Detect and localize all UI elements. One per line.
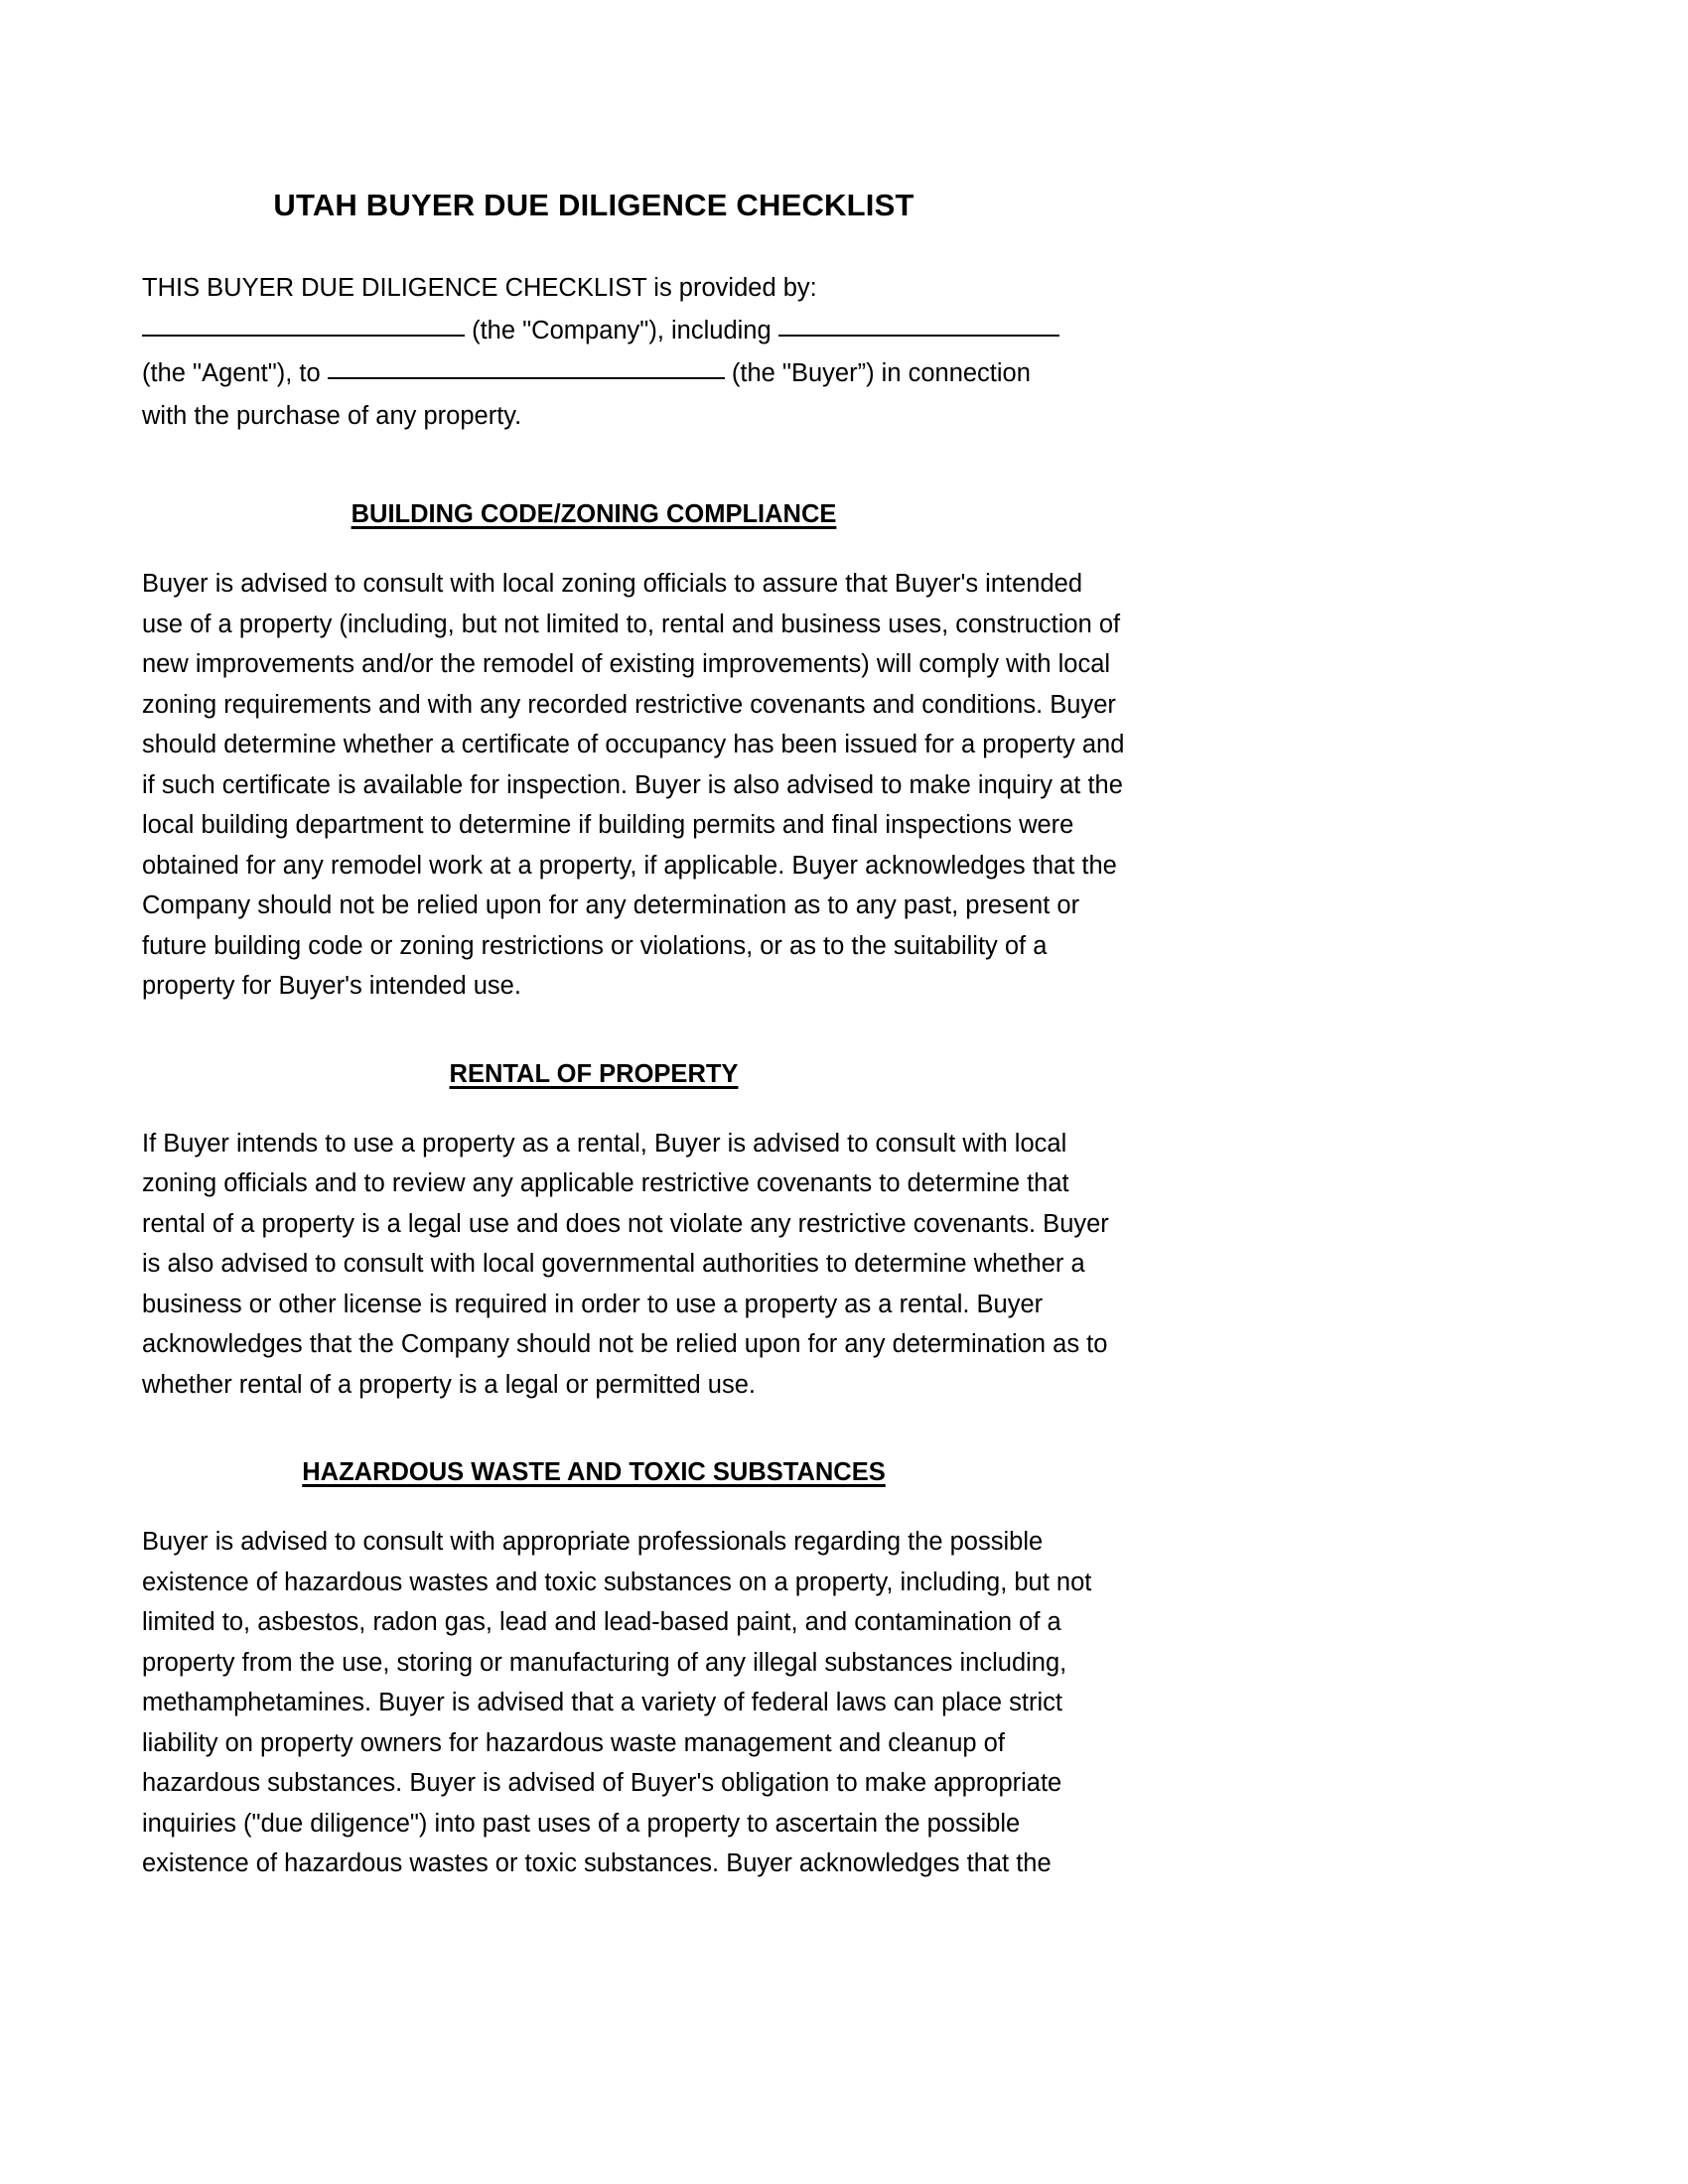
intro-line-3-end-text: (the "Buyer”) in connection: [731, 359, 1031, 388]
paragraph-line: existence of hazardous wastes and toxic substances on a property, including, but not: [142, 1568, 1092, 1596]
paragraph-line: methamphetamines. Buyer is advised that a variety of federal laws can place strict: [142, 1689, 1062, 1717]
paragraph-line: If Buyer intends to use a property as a rental, Buyer is advised to consult with local: [142, 1129, 1067, 1158]
document-content: [142, 0, 1125, 1884]
paragraph-line: future building code or zoning restrictions or violations, or as to the suitability of a: [142, 931, 1048, 960]
section-body-hazardous-waste-and-toxic-substances: [142, 1493, 1092, 1884]
paragraph-line: rental of a property is a legal use and does not violate any restrictive covenants. Buyer: [142, 1209, 1109, 1238]
intro-line-4: [142, 395, 1046, 438]
paragraph-line: existence of hazardous wastes or toxic substances. Buyer acknowledges that the: [142, 1849, 1052, 1878]
intro-line-4-text: with the purchase of any property.: [142, 402, 522, 431]
paragraph-line: Company should not be relied upon for any determination as to any past, present or: [142, 891, 1080, 920]
paragraph-line: local building department to determine if building permits and final inspections were: [142, 811, 1074, 840]
buyer-name-blank[interactable]: [328, 355, 725, 379]
paragraph-line: new improvements and/or the remodel of existing improvements) will comply with local: [142, 650, 1111, 679]
section-body-building-code-zoning-compliance: [142, 535, 1125, 1007]
paragraph-line: property from the use, storing or manufacturing of any illegal substances including,: [142, 1648, 1067, 1677]
paragraph-line: use of a property (including, but not limited to, rental and business uses, construction of: [142, 610, 1121, 638]
paragraph-line: business or other license is required in order to use a property as a rental. Buyer: [142, 1290, 1044, 1318]
paragraph-line: obtained for any remodel work at a property, if applicable. Buyer acknowledges that the: [142, 851, 1117, 880]
paragraph-line: Buyer is advised to consult with local zoning officials to assure that Buyer's intended: [142, 570, 1082, 599]
paragraph-line: hazardous substances. Buyer is advised of Buyer's obligation to make appropriate: [142, 1769, 1062, 1798]
paragraph-line: liability on property owners for hazardous waste management and cleanup of: [142, 1728, 1005, 1757]
intro-block: [142, 223, 1046, 438]
section-heading-building-code-zoning-compliance: BUILDING CODE/ZONING COMPLIANCE: [351, 500, 837, 529]
intro-line-3-start-text: (the "Agent"), to: [142, 359, 321, 388]
paragraph-line: should determine whether a certificate of occupancy has been issued for a property and: [142, 731, 1125, 759]
paragraph-line: limited to, asbestos, radon gas, lead and lead-based paint, and contamination of a: [142, 1608, 1061, 1637]
intro-line-1-text: THIS BUYER DUE DILIGENCE CHECKLIST is provided by:: [142, 274, 817, 303]
paragraph-line: zoning officials and to review any applicable restrictive covenants to determine that: [142, 1169, 1069, 1198]
paragraph-line: Buyer is advised to consult with appropriate professionals regarding the possible: [142, 1528, 1044, 1557]
section-body-rental-of-property: [142, 1095, 1109, 1406]
company-name-blank[interactable]: [142, 313, 465, 337]
agent-name-blank[interactable]: [778, 313, 1059, 337]
intro-line-2-text: (the "Company"), including: [472, 317, 772, 345]
section-heading-hazardous-waste-and-toxic-substances: HAZARDOUS WASTE AND TOXIC SUBSTANCES: [302, 1458, 886, 1487]
paragraph-line: is also advised to consult with local governmental authorities to determine whether a: [142, 1250, 1085, 1279]
intro-line-1: [142, 267, 1046, 310]
section-heading-rental-of-property: RENTAL OF PROPERTY: [449, 1059, 739, 1088]
paragraph-line: zoning requirements and with any recorded restrictive covenants and conditions. Buyer: [142, 690, 1116, 719]
paragraph-line: whether rental of a property is a legal or permitted use.: [142, 1370, 756, 1399]
page-title: UTAH BUYER DUE DILIGENCE CHECKLIST: [273, 188, 914, 222]
paragraph-line: inquiries ("due diligence") into past uses of a property to ascertain the possible: [142, 1809, 1021, 1838]
intro-line-2: [142, 310, 1046, 352]
paragraph-line: property for Buyer's intended use.: [142, 972, 521, 1001]
intro-line-3: [142, 352, 1046, 395]
paragraph-line: acknowledges that the Company should not be relied upon for any determination as to: [142, 1330, 1108, 1359]
paragraph-line: if such certificate is available for inspection. Buyer is also advised to make inquiry at the: [142, 770, 1123, 799]
